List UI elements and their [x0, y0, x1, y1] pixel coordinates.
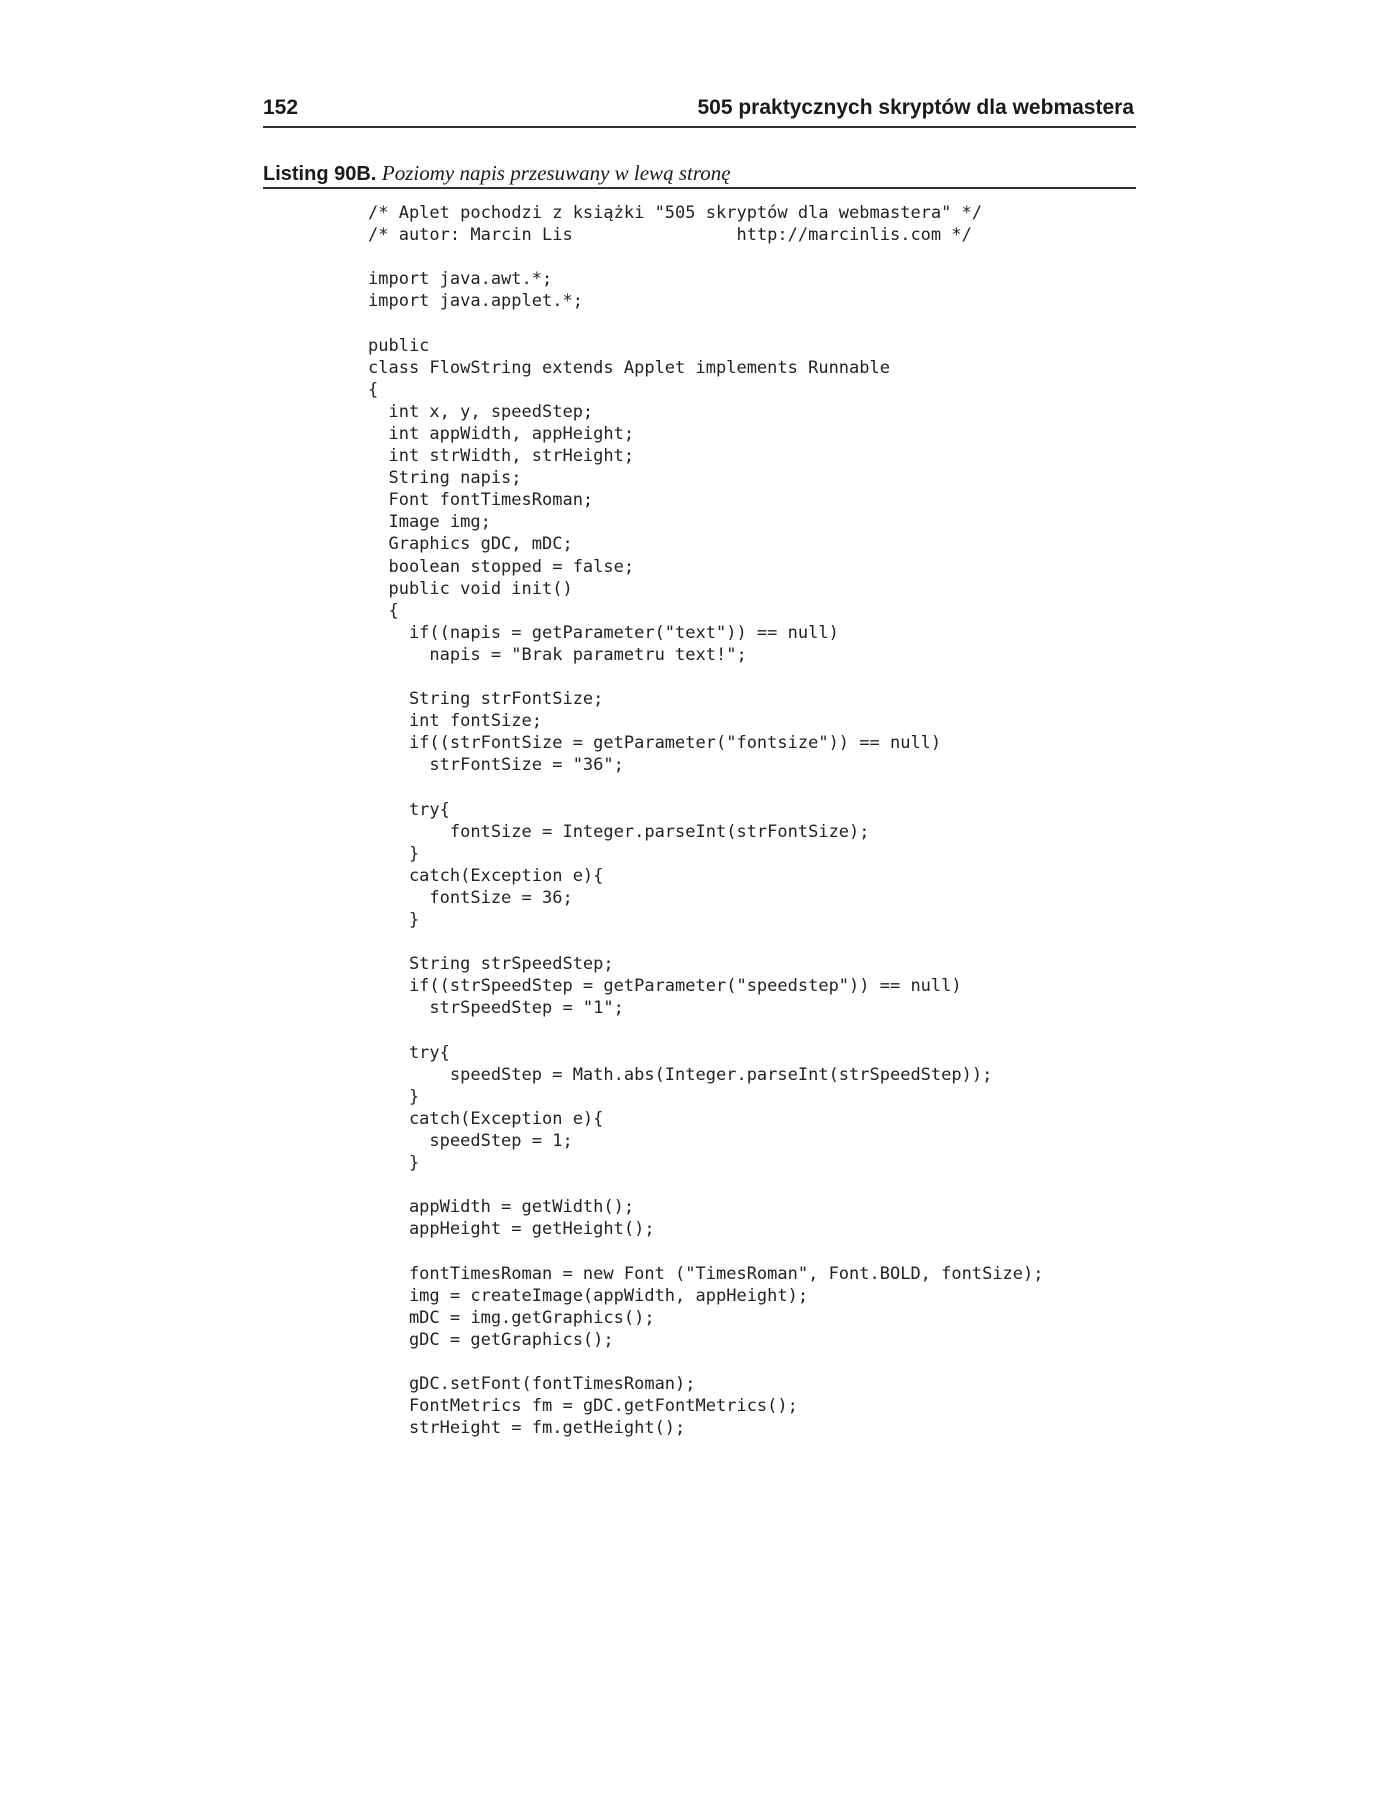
listing-caption: [263, 161, 1136, 189]
code-line: if((strFontSize = getParameter("fontsize")) == null): [368, 733, 942, 754]
code-line: String napis;: [368, 468, 522, 489]
code-line: Graphics gDC, mDC;: [368, 534, 573, 555]
code-line: [368, 931, 1128, 953]
code-line: [368, 246, 1128, 268]
code-line: gDC.setFont(fontTimesRoman);: [368, 1373, 696, 1394]
code-line: }: [368, 843, 420, 864]
code-line: fontSize = 36;: [368, 887, 573, 908]
code-line: catch(Exception e){: [368, 1108, 604, 1129]
code-line: [368, 312, 1128, 334]
code-line: import java.awt.*;: [368, 269, 553, 290]
code-line: appHeight = getHeight();: [368, 1219, 655, 1240]
code-line: Font fontTimesRoman;: [368, 490, 594, 511]
code-line: strHeight = fm.getHeight();: [368, 1418, 686, 1439]
code-line: String strFontSize;: [368, 689, 604, 710]
code-line: int fontSize;: [368, 711, 542, 732]
code-line: class FlowString extends Applet implements Runnable: [368, 357, 890, 378]
code-line: fontTimesRoman = new Font ("TimesRoman", Font.BOLD, fontSize);: [368, 1263, 1044, 1284]
code-line: Image img;: [368, 512, 491, 533]
code-line: public void init(): [368, 578, 573, 599]
code-line: [368, 1019, 1128, 1041]
code-line: speedStep = 1;: [368, 1130, 573, 1151]
code-line: [368, 776, 1128, 798]
code-line: strSpeedStep = "1";: [368, 998, 624, 1019]
code-line: String strSpeedStep;: [368, 954, 614, 975]
code-line: FontMetrics fm = gDC.getFontMetrics();: [368, 1396, 798, 1417]
code-line: [368, 1174, 1128, 1196]
book-title: 505 praktycznych skryptów dla webmastera: [697, 96, 1134, 119]
code-line: public: [368, 335, 430, 356]
code-line: boolean stopped = false;: [368, 556, 635, 577]
code-line: int appWidth, appHeight;: [368, 423, 635, 444]
code-line: catch(Exception e){: [368, 865, 604, 886]
code-line: }: [368, 910, 420, 930]
code-line: if((strSpeedStep = getParameter("speedstep")) == null): [368, 976, 962, 997]
code-line: strFontSize = "36";: [368, 755, 624, 776]
code-line: /* Aplet pochodzi z książki "505 skryptów dla webmastera" */: [368, 203, 983, 223]
listing-label: Listing 90B.: [263, 163, 382, 185]
code-line: /* autor: Marcin Lis http://marcinlis.com */: [368, 225, 972, 246]
code-line: img = createImage(appWidth, appHeight);: [368, 1285, 809, 1306]
code-line: [368, 1351, 1128, 1373]
code-line: if((napis = getParameter("text")) == null): [368, 622, 839, 643]
code-line: int x, y, speedStep;: [368, 401, 594, 422]
code-line: int strWidth, strHeight;: [368, 446, 635, 467]
code-line: }: [368, 1153, 420, 1174]
code-listing: [368, 202, 1128, 1439]
listing-title: Poziomy napis przesuwany w lewą stronę: [381, 161, 731, 185]
code-line: fontSize = Integer.parseInt(strFontSize);: [368, 821, 870, 842]
code-line: [368, 666, 1128, 688]
code-line: speedStep = Math.abs(Integer.parseInt(strSpeedStep));: [368, 1064, 993, 1085]
code-line: appWidth = getWidth();: [368, 1197, 635, 1218]
code-line: napis = "Brak parametru text!";: [368, 644, 747, 665]
code-line: [368, 1240, 1128, 1262]
code-line: }: [368, 1086, 420, 1107]
code-line: {: [368, 600, 399, 621]
code-line: gDC = getGraphics();: [368, 1329, 614, 1350]
code-line: try{: [368, 799, 450, 820]
code-line: {: [368, 379, 379, 400]
page-number: 152: [263, 96, 299, 119]
running-header: [263, 96, 1136, 128]
code-line: mDC = img.getGraphics();: [368, 1307, 655, 1328]
code-line: try{: [368, 1042, 450, 1063]
code-line: import java.applet.*;: [368, 291, 583, 312]
